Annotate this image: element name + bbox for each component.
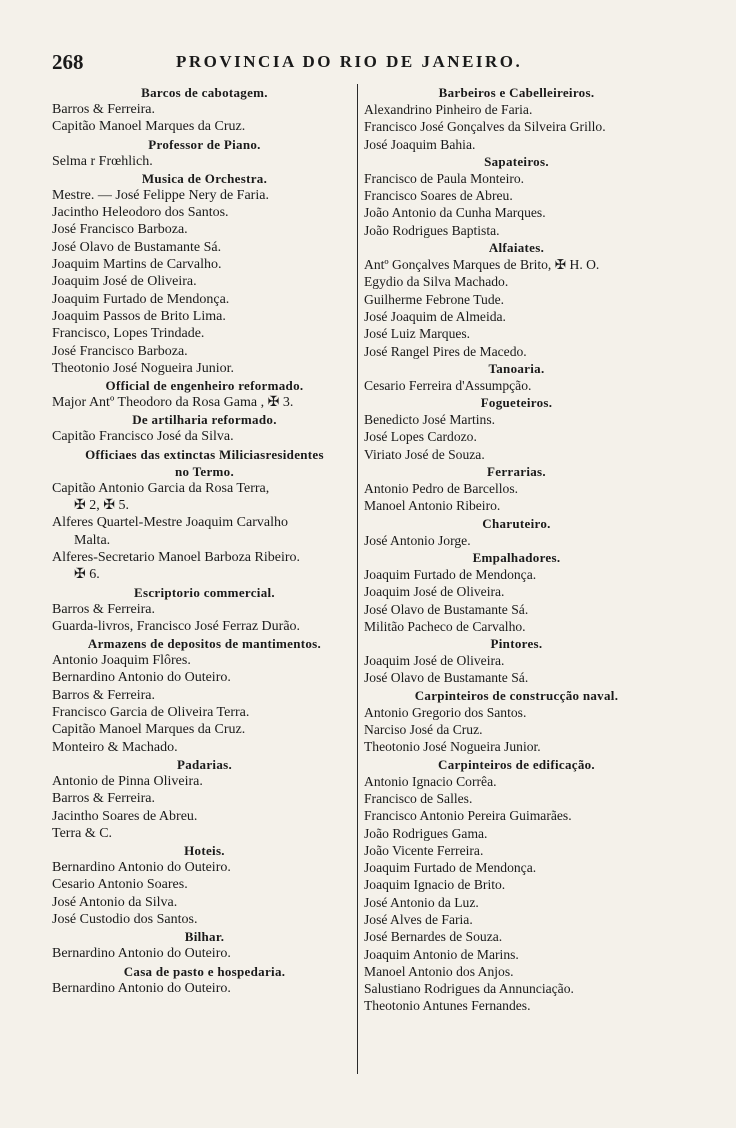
section bbox=[364, 756, 669, 1015]
section-heading: De artilharia reformado. bbox=[132, 412, 277, 428]
entry-line: José Joaquim de Almeida. bbox=[364, 308, 506, 324]
entry-line: Narciso José da Cruz. bbox=[364, 722, 483, 738]
section-heading: Barbeiros e Cabelleireiros. bbox=[438, 85, 595, 100]
section bbox=[52, 411, 357, 445]
entry-line: Joaquim Martins de Carvalho. bbox=[52, 257, 222, 273]
entry-line: Militão Pacheco de Carvalho. bbox=[364, 618, 526, 634]
entry-line: Antonio Gregorio dos Santos. bbox=[364, 704, 527, 720]
entry-line: José Lopes Cardozo. bbox=[364, 429, 477, 445]
section-heading: Fogueteiros. bbox=[480, 395, 553, 411]
section-heading: Barcos de cabotagem. bbox=[141, 85, 268, 100]
entry-line: Mestre. — José Felippe Nery de Faria. bbox=[52, 187, 269, 203]
entry-line: Joaquim Antonio de Marins. bbox=[364, 946, 519, 962]
section bbox=[364, 515, 669, 549]
left-column bbox=[52, 84, 357, 997]
section bbox=[52, 928, 357, 962]
entry-line: José Olavo de Bustamante Sá. bbox=[364, 670, 529, 686]
section bbox=[364, 84, 669, 153]
entry-line: Terra & C. bbox=[52, 825, 113, 841]
section bbox=[364, 687, 669, 756]
entry-line: Theotonio Antunes Fernandes. bbox=[364, 998, 531, 1014]
entry-line: Barros & Ferreira. bbox=[52, 102, 156, 117]
section-heading: Tanoaria. bbox=[488, 360, 545, 376]
entry-line: Bernardino Antonio do Outeiro. bbox=[52, 946, 231, 962]
section bbox=[52, 963, 357, 997]
entry-line: Manoel Antonio Ribeiro. bbox=[364, 498, 501, 514]
entry-line: Cesario Ferreira d'Assumpção. bbox=[364, 377, 532, 393]
entry-line: Francisco de Paula Monteiro. bbox=[364, 170, 525, 186]
entry-line: Cesario Antonio Soares. bbox=[52, 877, 188, 893]
entry-line: Theotonio José Nogueira Junior. bbox=[364, 739, 541, 755]
entry-line: Bernardino Antonio do Outeiro. bbox=[52, 860, 231, 876]
entry-line: João Rodrigues Gama. bbox=[364, 825, 488, 841]
entry-line: Francisco, Lopes Trindade. bbox=[52, 326, 205, 342]
section-heading: Carpinteiros de edificação. bbox=[438, 756, 595, 772]
section bbox=[364, 635, 669, 687]
entry-line: ✠ 6. bbox=[74, 567, 100, 583]
entry-line: Joaquim Passos de Brito Lima. bbox=[52, 308, 226, 324]
entry-line: Bernardino Antonio do Outeiro. bbox=[52, 670, 231, 686]
section bbox=[52, 480, 357, 584]
section-heading: Armazens de depositos de mantimentos. bbox=[87, 636, 322, 652]
entry-line: José Antonio da Silva. bbox=[52, 894, 178, 910]
entry-line: Alferes-Secretario Manoel Barboza Ribeiro. bbox=[52, 549, 301, 565]
entry-line: Antonio Joaquim Flôres. bbox=[52, 653, 191, 669]
page-title: PROVINCIA DO RIO DE JANEIRO. bbox=[176, 52, 523, 71]
entry-line: Barros & Ferreira. bbox=[52, 601, 156, 617]
entry-line: José Francisco Barboza. bbox=[52, 222, 188, 238]
entry-line: Salustiano Rodrigues da Annunciação. bbox=[364, 981, 574, 997]
entry-line: José Custodio dos Santos. bbox=[52, 911, 198, 927]
entry-line: Bernardino Antonio do Outeiro. bbox=[52, 980, 231, 996]
section bbox=[52, 635, 357, 756]
entry-line: José Francisco Barboza. bbox=[52, 343, 188, 359]
entry-line: Manoel Antonio dos Anjos. bbox=[364, 963, 514, 979]
section bbox=[364, 394, 669, 463]
entry-line: José Olavo de Bustamante Sá. bbox=[364, 601, 529, 617]
section bbox=[52, 377, 357, 411]
entry-line: Francisco Soares de Abreu. bbox=[364, 188, 513, 204]
entry-line: Theotonio José Nogueira Junior. bbox=[52, 360, 234, 376]
entry-line: Barros & Ferreira. bbox=[52, 687, 156, 703]
entry-line: José Luiz Marques. bbox=[364, 326, 471, 342]
section-heading: Pintores. bbox=[490, 636, 543, 652]
entry-line: Guarda-livros, Francisco José Ferraz Durão. bbox=[52, 618, 301, 634]
entry-line: Joaquim Ignacio de Brito. bbox=[364, 877, 506, 893]
section bbox=[364, 239, 669, 360]
section-heading: Empalhadores. bbox=[472, 549, 561, 565]
entry-line: Francisco Antonio Pereira Guimarães. bbox=[364, 808, 572, 824]
section-heading: Ferrarias. bbox=[487, 464, 546, 480]
section bbox=[364, 153, 669, 239]
section-heading: no Termo. bbox=[174, 463, 235, 479]
entry-line: Jacintho Soares de Abreu. bbox=[52, 808, 198, 824]
entry-line: Francisco José Gonçalves da Silveira Grillo. bbox=[364, 119, 606, 135]
entry-line: Joaquim Furtado de Mendonça. bbox=[364, 860, 537, 876]
entry-line: Capitão Manoel Marques da Cruz. bbox=[52, 722, 246, 738]
entry-line: Joaquim José de Oliveira. bbox=[364, 584, 505, 600]
entry-line: Antonio Ignacio Corrêa. bbox=[364, 773, 497, 789]
section-heading: Sapateiros. bbox=[484, 153, 549, 169]
section bbox=[52, 756, 357, 842]
section-heading: Carpinteiros de construcção naval. bbox=[414, 687, 619, 703]
section bbox=[364, 360, 669, 394]
section bbox=[364, 549, 669, 635]
section-heading: Official de engenheiro reformado. bbox=[105, 378, 304, 394]
entry-line: José Antonio da Luz. bbox=[364, 894, 479, 910]
section-heading: Musica de Orchestra. bbox=[141, 170, 268, 186]
column-divider bbox=[357, 84, 358, 1074]
page-header bbox=[52, 50, 682, 80]
entry-line: Francisco Garcia de Oliveira Terra. bbox=[52, 705, 250, 721]
section-heading: Padarias. bbox=[176, 756, 233, 772]
entry-line: Joaquim Furtado de Mendonça. bbox=[364, 566, 537, 582]
entry-line: Antonio de Pinna Oliveira. bbox=[52, 773, 203, 789]
section bbox=[52, 584, 357, 636]
page-number: 268 bbox=[52, 50, 84, 74]
entry-line: Monteiro & Machado. bbox=[52, 739, 178, 755]
entry-line: Capitão Manoel Marques da Cruz. bbox=[52, 119, 246, 135]
section-heading: Professor de Piano. bbox=[148, 136, 261, 152]
section-heading: Officiaes das extinctas Miliciasresidentes bbox=[85, 446, 324, 462]
entry-line: José Bernardes de Souza. bbox=[364, 929, 503, 945]
entry-line: Alexandrino Pinheiro de Faria. bbox=[364, 102, 533, 117]
section-heading: Hoteis. bbox=[184, 843, 225, 859]
entry-line: Guilherme Febrone Tude. bbox=[364, 291, 505, 307]
entry-line: João Vicente Ferreira. bbox=[364, 842, 484, 858]
section-heading: Alfaiates. bbox=[488, 240, 545, 256]
entry-line: José Alves de Faria. bbox=[364, 911, 473, 927]
entry-line: Viriato José de Souza. bbox=[364, 446, 485, 462]
entry-line: Capitão Antonio Garcia da Rosa Terra, bbox=[52, 480, 270, 496]
entry-line: Joaquim José de Oliveira. bbox=[364, 653, 505, 669]
entry-line: João Antonio da Cunha Marques. bbox=[364, 205, 546, 221]
entry-line: Alferes Quartel-Mestre Joaquim Carvalho bbox=[52, 515, 288, 531]
entry-line: João Rodrigues Baptista. bbox=[364, 222, 500, 238]
entry-line: Benedicto José Martins. bbox=[364, 412, 496, 428]
section-heading: Bilhar. bbox=[184, 929, 225, 945]
entry-line: Barros & Ferreira. bbox=[52, 791, 156, 807]
entry-line: Selma r Frœhlich. bbox=[52, 153, 153, 169]
entry-line: Major Antº Theodoro da Rosa Gama , ✠ 3. bbox=[52, 395, 294, 411]
section-heading: Casa de pasto e hospedaria. bbox=[123, 963, 286, 979]
entry-line: Capitão Francisco José da Silva. bbox=[52, 429, 234, 445]
entry-line: José Rangel Pires de Macedo. bbox=[364, 343, 527, 359]
entry-line: Antº Gonçalves Marques de Brito, ✠ H. O. bbox=[364, 257, 600, 273]
entry-line: Malta. bbox=[74, 532, 111, 548]
entry-line: José Antonio Jorge. bbox=[364, 532, 471, 548]
entry-line: Joaquim Furtado de Mendonça. bbox=[52, 291, 230, 307]
section-heading: Escriptorio commercial. bbox=[134, 584, 275, 600]
entry-line: Joaquim José de Oliveira. bbox=[52, 274, 197, 290]
entry-line: José Joaquim Bahia. bbox=[364, 136, 476, 152]
section bbox=[364, 463, 669, 515]
section bbox=[52, 170, 357, 377]
entry-line: ✠ 2, ✠ 5. bbox=[74, 498, 129, 514]
right-column bbox=[364, 84, 669, 1015]
section bbox=[52, 136, 357, 170]
section-heading: Charuteiro. bbox=[482, 515, 551, 531]
section bbox=[52, 446, 357, 480]
entry-line: José Olavo de Bustamante Sá. bbox=[52, 239, 222, 255]
entry-line: Francisco de Salles. bbox=[364, 790, 473, 806]
section bbox=[52, 842, 357, 928]
entry-line: Egydio da Silva Machado. bbox=[364, 274, 509, 290]
entry-line: Antonio Pedro de Barcellos. bbox=[364, 481, 519, 497]
section bbox=[52, 84, 357, 136]
entry-line: Jacintho Heleodoro dos Santos. bbox=[52, 205, 229, 221]
